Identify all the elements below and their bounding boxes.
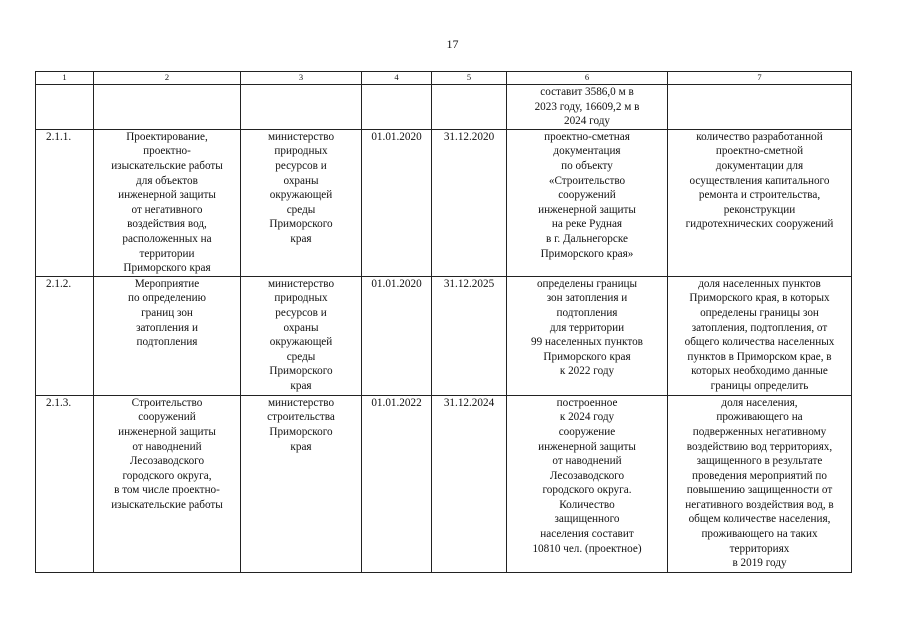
column-header: 3 (241, 72, 362, 85)
end-date: 31.12.2024 (432, 395, 507, 572)
expected-result: проектно-сметная документация по объекту «Строительство сооружений инженерной защиты на реке Рудная в г. Дальнегорске Приморского края» (507, 129, 668, 276)
empty-cell (94, 85, 241, 130)
column-header: 5 (432, 72, 507, 85)
table-row (36, 276, 852, 395)
header-row (36, 72, 852, 85)
indicator: доля населения, проживающего на подверженных негативному воздействию вод территориях, защищенного в результате проведения мероприятий по повышению защищенности от негативного воздействия вод, в общем количестве населения, проживающего на таких территориях в 2019 году (668, 395, 852, 572)
row-number: 2.1.3. (36, 395, 94, 572)
result-cell: составит 3586,0 м в 2023 году, 16609,2 м в 2024 году (507, 85, 668, 130)
empty-cell (241, 85, 362, 130)
start-date: 01.01.2022 (362, 395, 432, 572)
empty-cell (668, 85, 852, 130)
empty-cell (362, 85, 432, 130)
table-row (36, 395, 852, 572)
column-header: 2 (94, 72, 241, 85)
row-number: 2.1.1. (36, 129, 94, 276)
row-number: 2.1.2. (36, 276, 94, 395)
measures-table (35, 71, 852, 573)
end-date: 31.12.2025 (432, 276, 507, 395)
indicator: количество разработанной проектно-сметной документации для осуществления капитального ремонта и строительства, реконструкции гидротехнических сооружений (668, 129, 852, 276)
indicator: доля населенных пунктов Приморского края, в которых определены границы зон затопления, подтопления, от общего количества населенных пунктов в Приморском крае, в которых необходимо данные границы определить (668, 276, 852, 395)
start-date: 01.01.2020 (362, 129, 432, 276)
empty-cell (36, 85, 94, 130)
start-date: 01.01.2020 (362, 276, 432, 395)
measure-name: Проектирование, проектно- изыскательские работы для объектов инженерной защиты от негативного воздействия вод, расположенных на территории Приморского края (94, 129, 241, 276)
executor: министерство природных ресурсов и охраны окружающей среды Приморского края (241, 129, 362, 276)
column-header: 4 (362, 72, 432, 85)
column-header: 6 (507, 72, 668, 85)
page-number: 17 (446, 37, 459, 51)
end-date: 31.12.2020 (432, 129, 507, 276)
measure-name: Строительство сооружений инженерной защиты от наводнений Лесозаводского городского округа, в том числе проектно- изыскательские работы (94, 395, 241, 572)
column-header: 7 (668, 72, 852, 85)
table-row (36, 129, 852, 276)
expected-result: определены границы зон затопления и подтопления для территории 99 населенных пунктов Приморского края к 2022 году (507, 276, 668, 395)
column-header: 1 (36, 72, 94, 85)
expected-result: построенное к 2024 году сооружение инженерной защиты от наводнений Лесозаводского городского округа. Количество защищенного населения составит 10810 чел. (проектное) (507, 395, 668, 572)
empty-cell (432, 85, 507, 130)
measure-name: Мероприятие по определению границ зон затопления и подтопления (94, 276, 241, 395)
executor: министерство строительства Приморского края (241, 395, 362, 572)
executor: министерство природных ресурсов и охраны окружающей среды Приморского края (241, 276, 362, 395)
continuation-row (36, 85, 852, 130)
